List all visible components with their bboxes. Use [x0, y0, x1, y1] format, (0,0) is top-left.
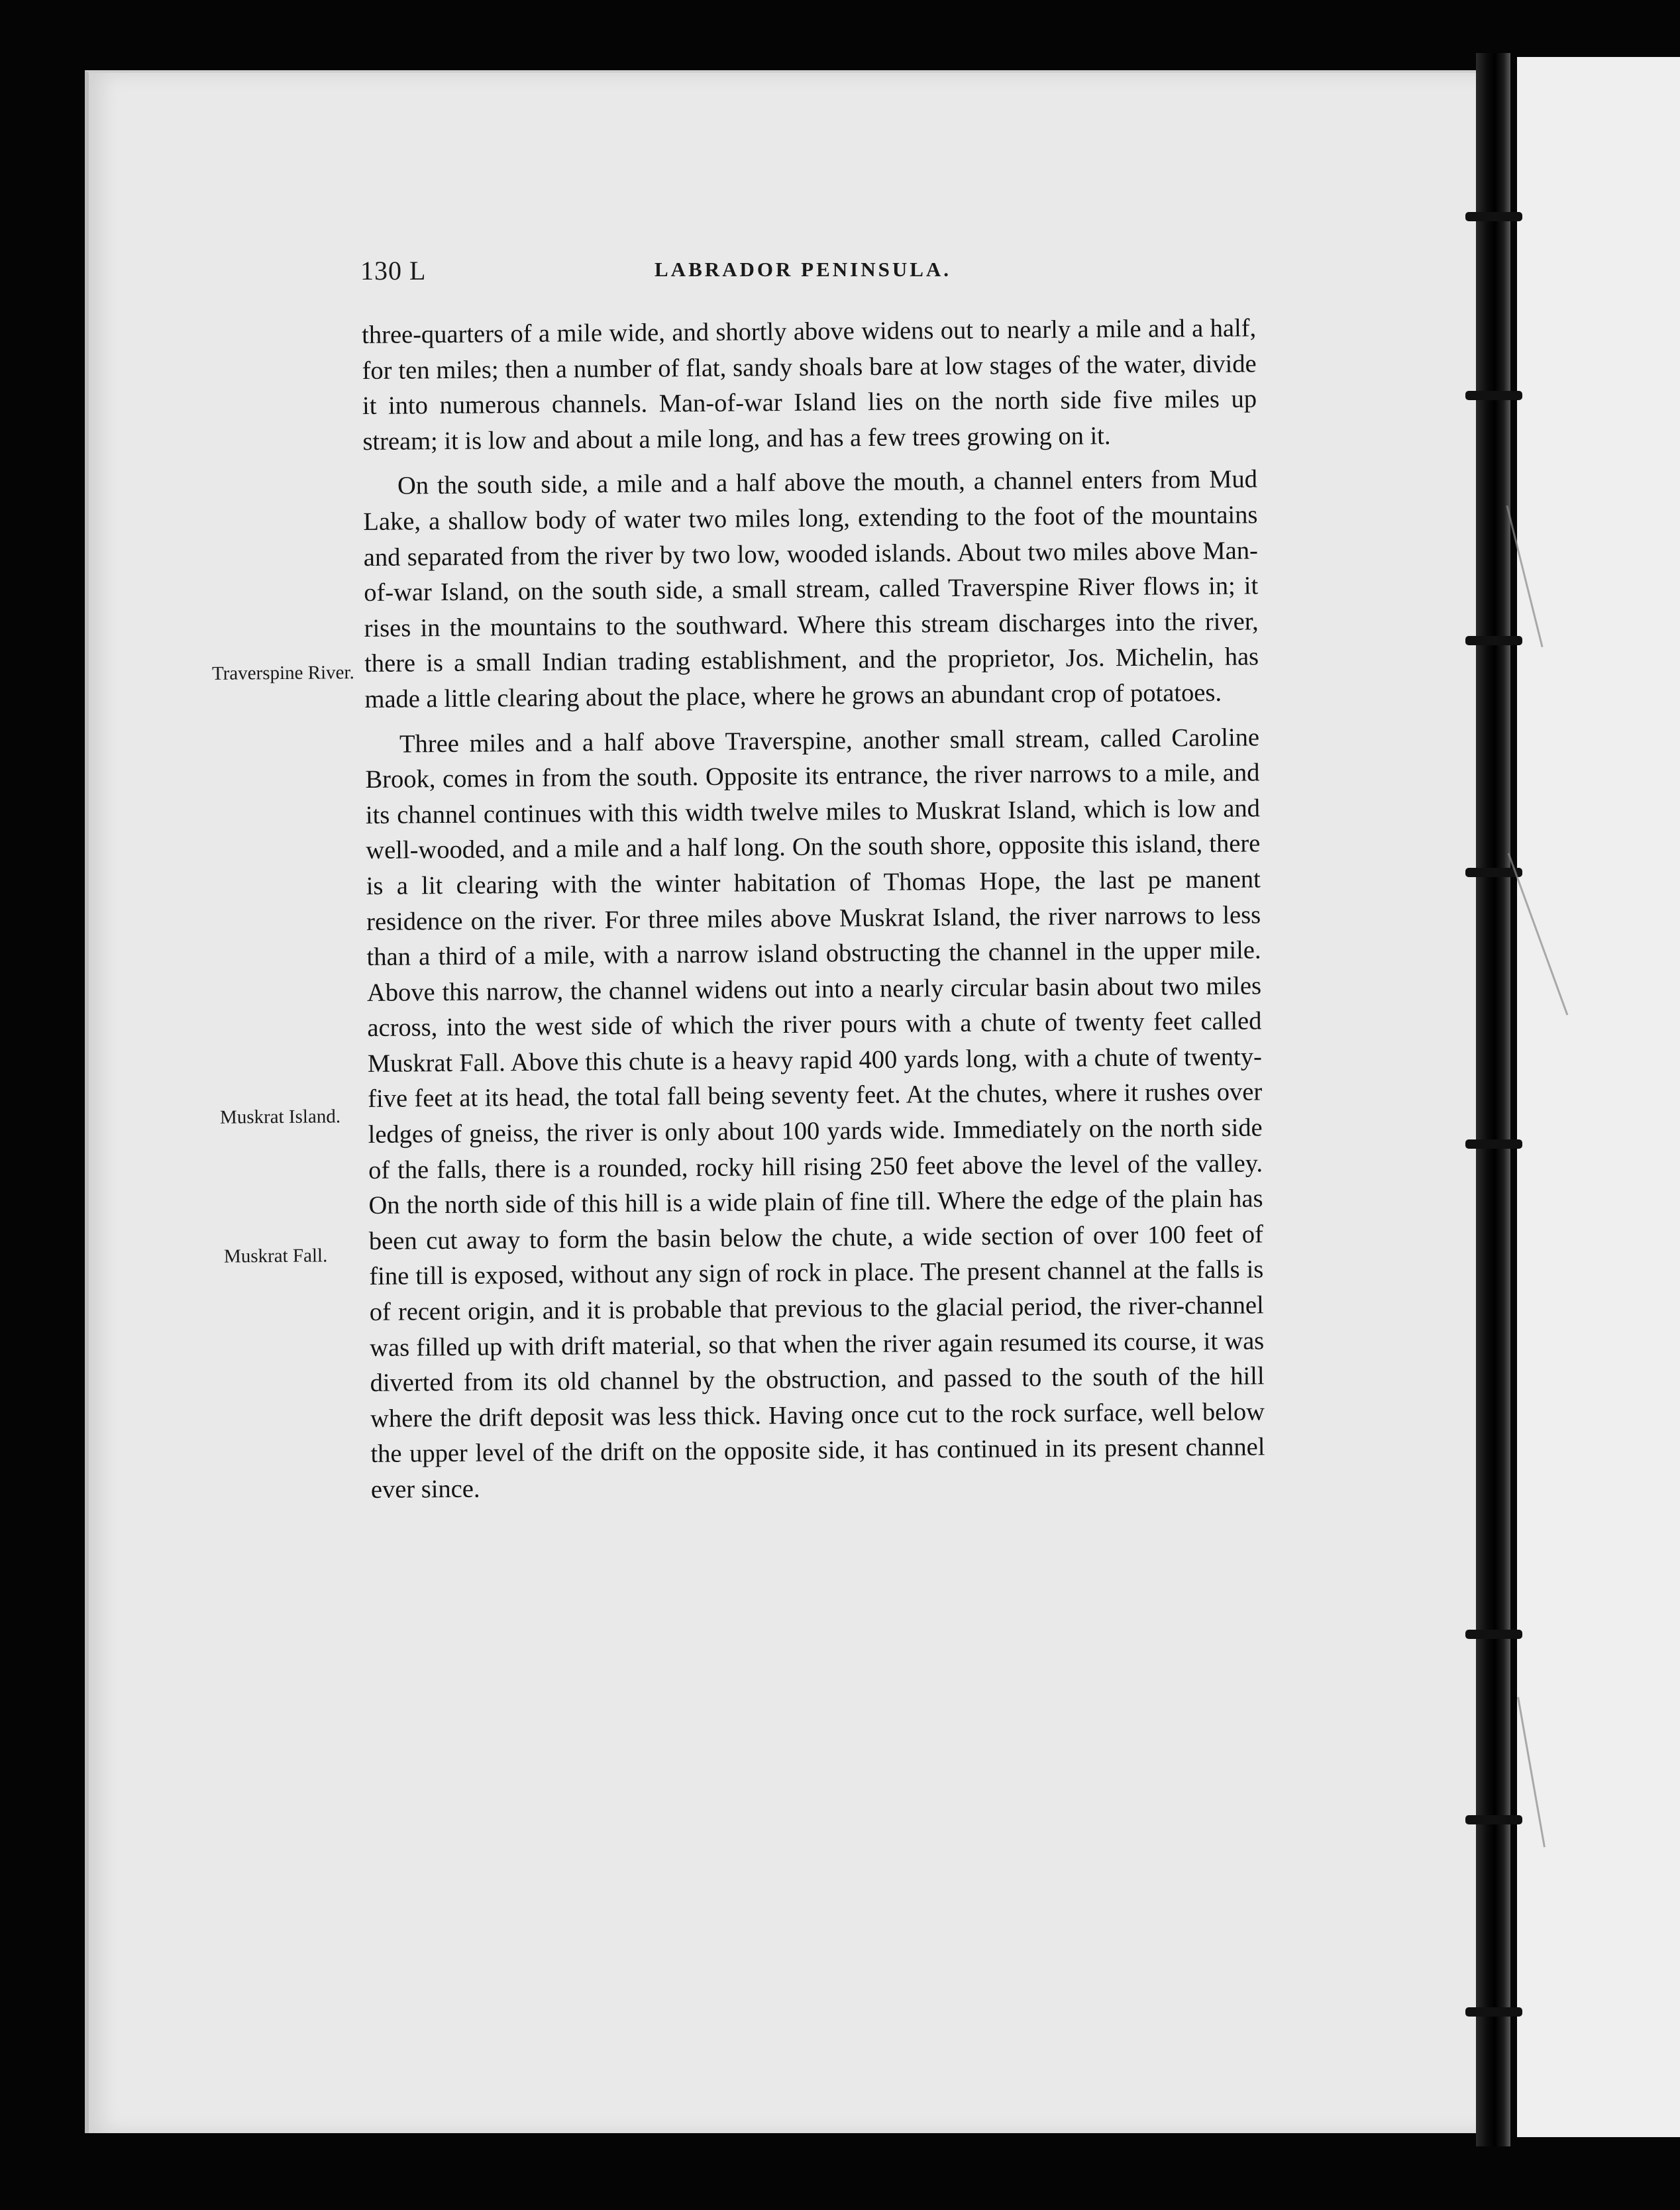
- binding-thread: [1465, 212, 1522, 221]
- binding-thread: [1465, 636, 1522, 645]
- page-number: 130 L: [360, 256, 427, 286]
- margin-note-muskrat-fall: Muskrat Fall.: [223, 1245, 328, 1267]
- binding-thread: [1465, 1815, 1522, 1824]
- margin-note-muskrat-island: Muskrat Island.: [219, 1106, 341, 1128]
- binding-thread: [1465, 2007, 1522, 2017]
- body-text: [362, 311, 1265, 1508]
- binding-thread: [1465, 391, 1522, 400]
- page-header: [0, 255, 1680, 295]
- book-binding: [1476, 53, 1510, 2146]
- running-head: LABRADOR PENINSULA.: [655, 258, 952, 281]
- paragraph: On the south side, a mile and a half above the mouth, a channel enters from Mud Lake, a shallow body of water two miles long, extending to the foot of the mountains and separated from the river by two low, wooded islands. About two miles above Man-of-war Island, on the south side, a small stream, called Traverspine River flows in; it rises in the mountains to the southward. Where this stream discharges into the river, there is a small Indian trading establishment, and the proprietor, Jos. Michelin, has made a little clearing about the place, where he grows an abundant crop of potatoes.: [363, 465, 1259, 713]
- binding-thread: [1465, 1630, 1522, 1639]
- paragraph: three-quarters of a mile wide, and shortly above widens out to nearly a mile and a half, for ten miles; then a number of flat, sandy shoals bare at low stages of the water, divide it into numerous channels. Man-of-war Island lies on the north side five miles up stream; it is low and about a mile long, and has a few trees growing on it.: [362, 314, 1257, 456]
- paragraph: Three miles and a half above Traverspine, another small stream, called Caroline Brook, comes in from the south. Opposite its entrance, the river narrows to a mile, and its channel continues with this width twelve miles to Muskrat Island, which is low and well-wooded, and a mile and a half long. On the south shore, opposite this island, there is a lit clearing with the winter habitation of Thomas Hope, the last pe manent residence on the river. For three miles above Muskrat Island, the river narrows to less than a third of a mile, with a narrow island obstructing the channel in the upper mile. Above this narrow, the channel widens out into a nearly circular basin about two miles across, into the west side of which the river pours with a chute of twenty feet called Muskrat Fall. Above this chute is a heavy rapid 400 yards long, with a chute of twenty-five feet at its head, the total fall being seventy feet. At the chutes, where it rushes over ledges of gneiss, the river is only about 100 yards wide. Immediately on the north side of the falls, there is a rounded, rocky hill rising 250 feet above the level of the valley. On the north side of this hill is a wide plain of fine till. Where the edge of the plain has been cut away to form the basin below the chute, a wide section of over 100 feet of fine till is exposed, without any sign of rock in place. The present channel at the falls is of recent origin, and it is probable that previous to the glacial period, the river-channel was filled up with drift material, so that when the river again resumed its course, it was diverted from its old channel by the obstruction, and passed to the south of the hill where the drift deposit was less thick. Having once cut to the rock surface, well below the upper level of the drift on the opposite side, it has continued in its present channel ever since.: [365, 723, 1265, 1504]
- margin-note-traverspine-river: Traverspine River.: [211, 662, 354, 684]
- binding-thread: [1465, 1139, 1522, 1149]
